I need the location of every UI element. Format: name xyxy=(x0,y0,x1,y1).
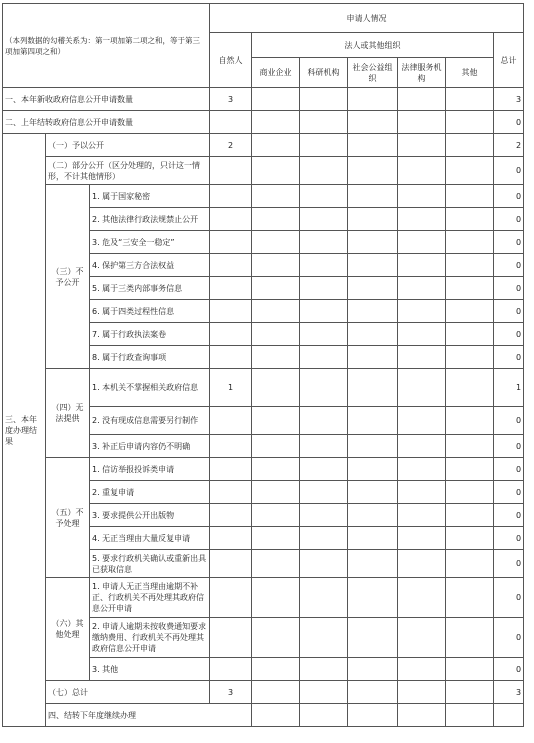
table-row: 3. 要求提供公开出版物 0 xyxy=(3,504,524,527)
table-row: 二、上年结转政府信息公开申请数量 0 xyxy=(3,111,524,134)
section-3-label: 三、本年度办理结果 xyxy=(3,134,46,727)
table-row: 7. 属于行政执法案卷 0 xyxy=(3,323,524,346)
table-row: 4. 保护第三方合法权益 0 xyxy=(3,254,524,277)
table-row: 4. 无正当理由大量反复申请 0 xyxy=(3,527,524,550)
table-row: （三）不予公开 1. 属于国家秘密 0 xyxy=(3,185,524,208)
table-row: 6. 属于四类过程性信息 0 xyxy=(3,300,524,323)
table-row: 2. 重复申请 0 xyxy=(3,481,524,504)
legal-or-other-header: 法人或其他组织 xyxy=(252,33,494,58)
table-row: （四）无法提供 1. 本机关不掌握相关政府信息 1 1 xyxy=(3,369,524,407)
header-note: （本列数据的勾稽关系为：第一项加第二项之和，等于第三项加第四项之和） xyxy=(3,4,210,88)
applicant-situation-header: 申请人情况 xyxy=(210,4,524,33)
commercial-header: 商业企业 xyxy=(252,58,300,88)
table-row: 2. 申请人逾期未按收费通知要求缴纳费用、行政机关不再处理其政府信息公开申请 0 xyxy=(3,618,524,658)
table-row: （七）总计 3 3 xyxy=(3,681,524,704)
table-row: 3. 危及“三安全一稳定” 0 xyxy=(3,231,524,254)
table-row: （五）不予处理 1. 信访举报投诉类申请 0 xyxy=(3,458,524,481)
group-3-label: （三）不予公开 xyxy=(46,185,90,369)
other-header: 其他 xyxy=(446,58,494,88)
natural-person-header: 自然人 xyxy=(210,33,252,88)
table-row: 3. 补正后申请内容仍不明确 0 xyxy=(3,435,524,458)
table-row: 四、结转下年度继续办理 xyxy=(3,704,524,727)
table-row: 5. 属于三类内部事务信息 0 xyxy=(3,277,524,300)
table-row: （二）部分公开（区分处理的，只计这一情形，不计其他情形） 0 xyxy=(3,157,524,185)
table-row: 8. 属于行政查询事项 0 xyxy=(3,346,524,369)
info-disclosure-table xyxy=(2,3,524,727)
total-header: 总计 xyxy=(494,33,524,88)
group-5-label: （五）不予处理 xyxy=(46,458,90,578)
table-row: 2. 没有现成信息需要另行制作 0 xyxy=(3,407,524,435)
group-6-label: （六）其他处理 xyxy=(46,578,90,681)
table-row: 2. 其他法律行政法规禁止公开 0 xyxy=(3,208,524,231)
legal-service-header: 法律服务机构 xyxy=(398,58,446,88)
social-welfare-header: 社会公益组织 xyxy=(348,58,398,88)
table-row: 三、本年度办理结果 （一）予以公开 2 2 xyxy=(3,134,524,157)
table-row: （六）其他处理 1. 申请人无正当理由逾期不补正、行政机关不再处理其政府信息公开申请 0 xyxy=(3,578,524,618)
research-header: 科研机构 xyxy=(300,58,348,88)
table-row: 一、本年新收政府信息公开申请数量 3 3 xyxy=(3,88,524,111)
table-row: 5. 要求行政机关确认或重新出具已获取信息 0 xyxy=(3,550,524,578)
table-row: 3. 其他 0 xyxy=(3,658,524,681)
group-4-label: （四）无法提供 xyxy=(46,369,90,458)
